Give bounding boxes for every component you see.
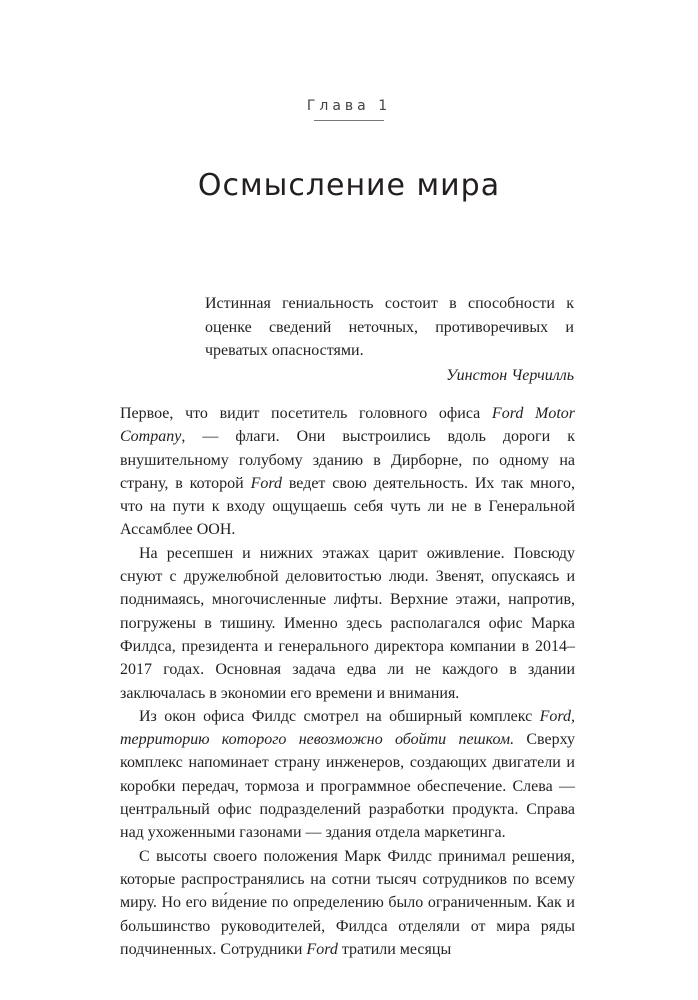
- paragraph-3-part-1: Из окон офиса Филдс смотрел на обширный комплекс: [139, 707, 540, 725]
- paragraph-3-part-2: Сверху комплекс напоминает страну инженеров, создающих двигатели и коробки передач, тормоза и программное обеспечение. Слева — центральный офис подразделений разработки продукта. Справа над ухоженными газонами — здания отдела маркетинга.: [120, 731, 575, 842]
- company-name-italic: Ford Motor Company: [120, 405, 576, 446]
- paragraph-1-part-2: , — флаги. Они выстроились вдоль дороги к внушительному голубому зданию в Дирборне, по одному на страну, в которой: [120, 428, 575, 492]
- paragraph-2: На ресепшен и нижних этажах царит оживление. Повсюду снуют с дружелюбной деловитостью люди. Звенят, опускаясь и поднимаясь, многочисленные лифты. Верхние этажи, напротив, погружены в тишину. Именно здесь располагался офис Марка Филдса, президента и генерального директора компании в 2014–2017 годах. Основная задача едва ли не каждого в здании заключалась в экономии его времени и внимания.: [120, 544, 575, 702]
- epigraph: [205, 292, 574, 387]
- ford-italic: Ford: [250, 474, 282, 492]
- paragraph-4: [120, 845, 575, 961]
- epigraph-author: Уинстон Черчилль: [446, 366, 574, 384]
- paragraph-1: [120, 402, 575, 542]
- ford-italic-2: Ford: [306, 940, 338, 958]
- chapter-title: Осмысление мира: [197, 168, 501, 203]
- ford-territory-italic: Ford, территорию которого невозможно обойти пешком.: [120, 707, 575, 749]
- body-text: [120, 402, 575, 961]
- paragraph-1-part-1: Первое, что видит посетитель головного офиса: [120, 405, 492, 422]
- paragraph-4-part-2: тратили месяцы: [337, 940, 452, 958]
- chapter-label-underline: [314, 120, 384, 121]
- paragraph-4-part-1: С высоты своего положения Марк Филдс принимал решения, которые распространялись на сотни тысяч сотрудников по всему миру. Но его ви́дение по определению было ограниченным. Как и большинство руководителей, Филдса отделяли от мира ряды подчиненных. Сотрудники: [120, 847, 575, 958]
- paragraph-3: [120, 705, 575, 845]
- chapter-label: [0, 98, 698, 121]
- epigraph-quote: Истинная гениальность состоит в способности к оценке сведений неточных, противоречивых и чреватых опасностями.: [205, 295, 574, 359]
- chapter-label-text: Глава 1: [306, 98, 392, 114]
- paragraph-1-part-3: ведет свою деятельность. Их так много, что на пути к входу ощущаешь себя чуть ли не в Генеральной Ассамблее ООН.: [120, 474, 576, 539]
